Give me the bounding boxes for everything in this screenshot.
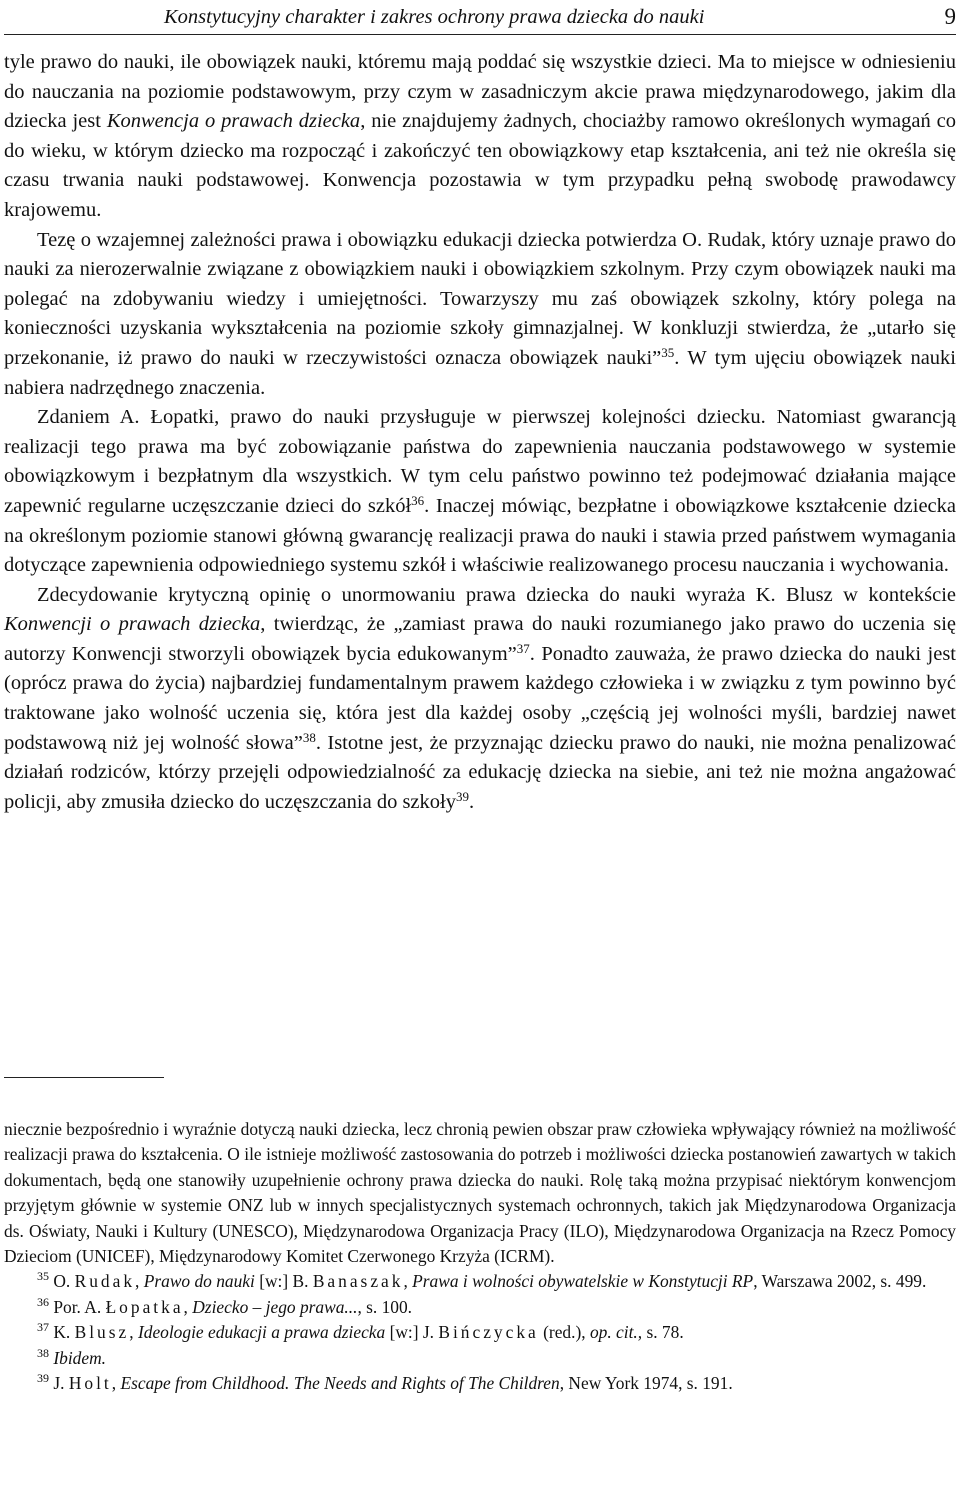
text-run: s. 78. (642, 1322, 684, 1343)
op-cit: op. cit., (589, 1322, 643, 1343)
text-run: . W tym ujęciu obowiązek nauki nabiera nadrzędnego znaczenia. (4, 346, 956, 399)
text-run: tyle prawo do nauki, ile obowiązek nauki, któremu mają poddać się wszystkie dzieci. Ma to miejsce w odniesieniu do nauczania na poziomie podstawowym, przy czym w zasadniczym akcie prawa międzynarodowego, jakim dla dziecka jest (4, 51, 956, 133)
author-name: Banaszak (312, 1271, 404, 1292)
author-name: Blusz (74, 1322, 130, 1343)
text-run: [w:] B. (254, 1271, 313, 1292)
footnote-35 (4, 1269, 956, 1294)
text-run: . Inaczej mówiąc, bezpłatne i obowiązkowe kształcenie dziecka na określonym poziomie stanowi główną gwarancję realizacji prawa do nauki i stawia przed państwem wymagania dotyczące zapewnienia odpowiedniego systemu szkół i właściwie realizowanego procesu nauczania i wychowania. (4, 494, 956, 577)
footnote-ref-39[interactable]: 39 (455, 788, 469, 804)
text-run: , New York 1974, s. 191. (559, 1373, 733, 1394)
text-run: Por. A. (53, 1296, 106, 1317)
author-name: Rudak (74, 1271, 136, 1292)
footnote-separator (4, 1077, 164, 1078)
footnote-number: 35 (37, 1269, 49, 1284)
page-number: 9 (944, 4, 956, 29)
body-text (4, 48, 956, 817)
footnote-ref-35[interactable]: 35 (661, 344, 675, 360)
footnote-number: 39 (37, 1371, 49, 1386)
footnote-ref-37[interactable]: 37 (516, 640, 530, 656)
footnote-ref-36[interactable]: 36 (411, 492, 425, 508)
text-run: J. (53, 1373, 69, 1394)
header-rule (4, 34, 956, 35)
paragraph-2 (4, 226, 956, 404)
footnote-39 (4, 1371, 956, 1396)
author-name: Łopatka (105, 1296, 184, 1317)
text-run: O. (53, 1271, 75, 1292)
paragraph-3 (4, 403, 956, 581)
work-title: Ideologie edukacji a prawa dziecka (137, 1322, 386, 1343)
footnote-36 (4, 1295, 956, 1320)
text-run: , (403, 1271, 413, 1292)
text-run: , s. 100. (357, 1296, 413, 1317)
footnote-number: 37 (37, 1320, 49, 1335)
text-run: , (129, 1322, 138, 1343)
running-head-title: Konstytucyjny charakter i zakres ochrony prawa dziecka do nauki (164, 6, 705, 28)
text-run: K. (53, 1322, 75, 1343)
convention-title: Konwencja o prawach dziecka (106, 110, 361, 133)
author-name: Bińczycka (438, 1322, 539, 1343)
footnote-number: 38 (37, 1345, 49, 1360)
footnote-38 (4, 1346, 956, 1371)
text-run: , (135, 1271, 144, 1292)
text-run: , (183, 1296, 193, 1317)
text-run: , (111, 1373, 121, 1394)
footnotes (4, 1117, 956, 1396)
text-run: Zdaniem A. Łopatki, prawo do nauki przysługuje w pierwszej kolejności dziecku. Natomiast gwarancją realizacji tego prawa ma być zobowiązanie państwa do zapewnienia nauczania podstawowego w systemie obowiązkowym i bezpłatnym dla wszystkich. W tym celu państwo powinno też podejmować działania mające zapewnić regularne uczęszczanie dzieci do szkół (4, 406, 956, 517)
work-title: Dziecko – jego prawa... (192, 1296, 358, 1317)
convention-title: Konwencji o prawach dziecka (4, 613, 261, 636)
ibidem: Ibidem. (53, 1347, 106, 1368)
author-name: Holt (68, 1373, 112, 1394)
footnote-number: 36 (37, 1294, 49, 1309)
text-run: , nie znajdujemy żadnych, chociażby ramowo określonych wymagań co do wieku, w którym dziecko ma rozpocząć i zakończyć ten obowiązkowy etap kształcenia, ani też nie określa się czasu trwania nauki podstawowej. Konwencja pozostawia w tym przypadku pełną swobodę prawodawcy krajowemu. (4, 110, 956, 221)
text-run: Tezę o wzajemnej zależności prawa i obowiązku edukacji dziecka potwierdza O. Rudak, który uznaje prawo do nauki za nierozerwalnie związane z obowiązkiem nauki i obowiązkiem szkolnym. Przy czym obowiązek nauki ma polegać na zdobywaniu wiedzy i umiejętności. Towarzyszy mu zaś obowiązek szkolny, który polega na konieczności uzyskania wykształcenia na poziomie szkoły gimnazjalnej. W konkluzji stwierdza, że „utarło się przekonanie, iż prawo do nauki w rzeczywistości oznacza obowiązek nauki” (4, 228, 956, 369)
text-run: (red.), (538, 1322, 590, 1343)
text-run: , twierdząc, że „zamiast prawa do nauki rozumianego jako prawo do uczenia się autorzy Konwencji stworzyli obowiązek bycia edukowanym” (4, 613, 957, 665)
work-title: Prawa i wolności obywatelskie w Konstytucji RP (412, 1271, 754, 1292)
text-run: . Ponadto zauważa, że prawo dziecka do nauki jest (oprócz prawa do życia) najbardziej fundamentalnym prawem każdego człowieka i w związku z tym powinno być traktowane jako wolność uczenia się, która jest dla każdej osoby „częścią jej wolności myśli, bardziej nawet podstawową niż jej wolność słowa” (4, 642, 956, 754)
work-title: Escape from Childhood. The Needs and Rights of The Children (120, 1373, 560, 1394)
text-run: . (468, 790, 475, 813)
footnote-ref-38[interactable]: 38 (302, 729, 316, 745)
text-run: [w:] J. (385, 1322, 439, 1343)
text-run: , Warszawa 2002, s. 499. (753, 1271, 927, 1292)
text-run: Zdecydowanie krytyczną opinię o unormowaniu prawa dziecka do nauki wyraża K. Blusz w kontekście (37, 583, 956, 606)
paragraph-1 (4, 48, 956, 226)
work-title: Prawo do nauki (143, 1271, 255, 1292)
paragraph-4 (4, 581, 956, 818)
footnote-continuation: niecznie bezpośrednio i wyraźnie dotyczą nauki dziecka, lecz chronią pewien obszar praw człowieka wpływający również na możliwość realizacji prawa do kształcenia. O ile istnieje możliwość zastosowania do potrzeb i możliwości dziecka postanowień zawartych w takich dokumentach, będą one stanowiły uzupełnienie ochrony prawa dziecka do nauki. Rolę taką można przypisać niektórym konwencjom przyjętym głównie w systemie ONZ lub w innych specjalistycznych systemach ochronnych, takich jak Międzynarodowa Organizacja ds. Oświaty, Nauki i Kultury (UNESCO), Międzynarodowa Organizacja Pracy (ILO), Międzynarodowa Organizacja na Rzecz Pomocy Dzieciom (UNICEF), Międzynarodowy Komitet Czerwonego Krzyża (ICRM). (4, 1119, 956, 1267)
running-header (4, 6, 956, 32)
text-run: . Istotne jest, że przyznając dziecku prawo do nauki, nie można penalizować działań rodziców, którzy przejęli odpowiedzialność za edukację dziecka na siebie, ani też nie można angażować policji, aby zmusiła dziecko do uczęszczania do szkoły (4, 731, 956, 813)
page (4, 0, 956, 1507)
footnote-37 (4, 1320, 956, 1345)
